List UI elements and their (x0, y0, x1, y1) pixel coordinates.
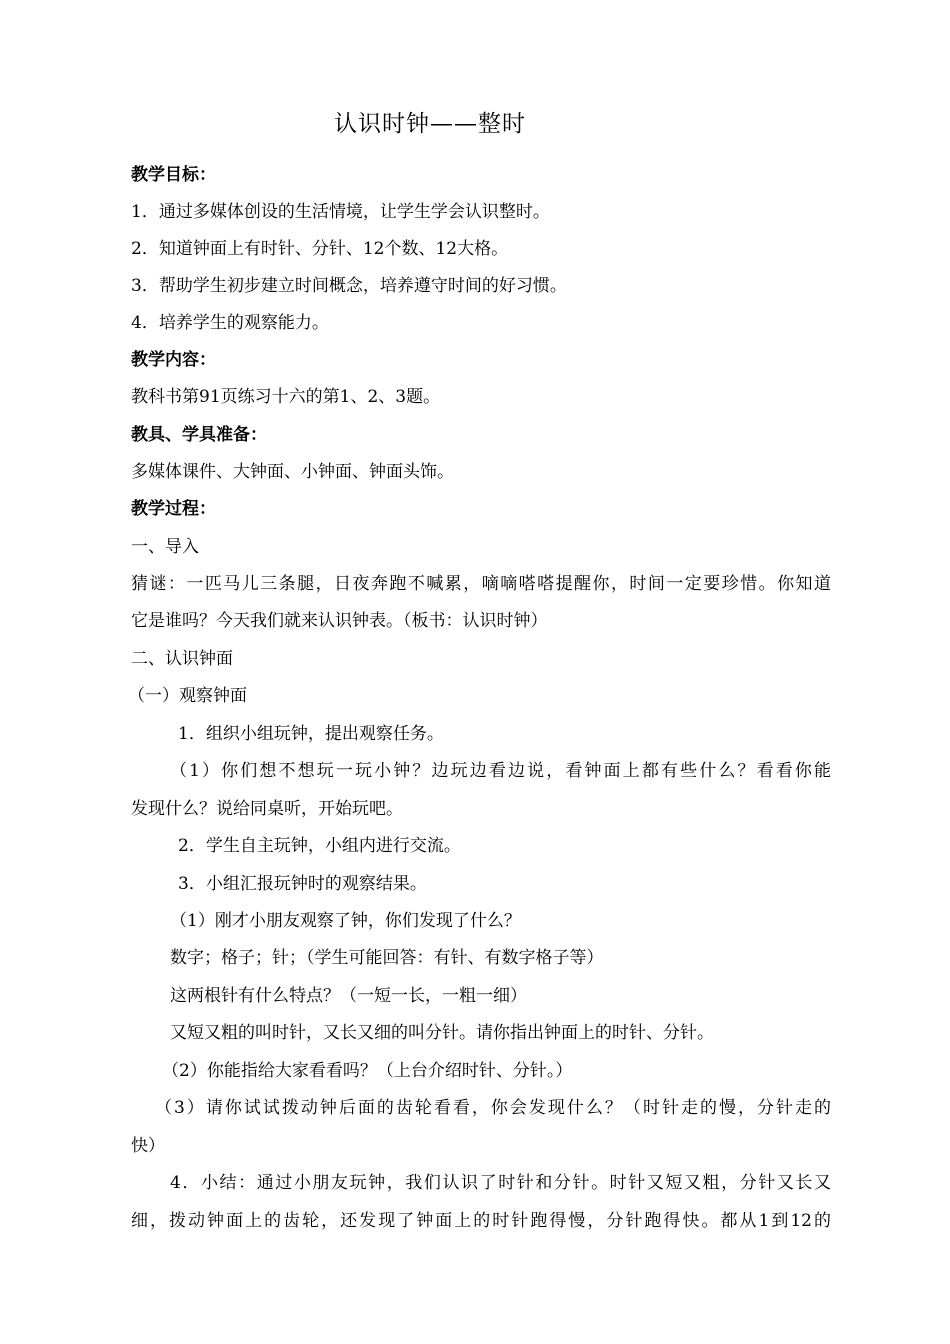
materials-text: 多媒体课件、大钟面、小钟面、钟面头饰。 (131, 462, 454, 482)
step-3-answer: 数字；格子；针；（学生可能回答：有针、有数字格子等） (170, 948, 604, 968)
step-3-point-question: （2）你能指给大家看看吗？（上台介绍时针、分针。） (162, 1061, 573, 1081)
heading-objectives: 教学目标： (131, 165, 216, 185)
section-clock-face: 二、认识钟面 (131, 649, 233, 669)
subsection-observe: （一）观察钟面 (128, 686, 247, 706)
step-2: 2．学生自主玩钟，小组内进行交流。 (178, 836, 461, 856)
objective-item-2: 2．知道钟面上有时针、分针、12个数、12大格。 (131, 239, 509, 259)
step-3-question: （1）刚才小朋友观察了钟，你们发现了什么？ (170, 911, 521, 931)
summary-line-2: 细，拨动钟面上的齿轮，还发现了钟面上的时针跑得慢，分针跑得快。都从1到12的 (131, 1211, 831, 1231)
objective-item-4: 4．培养学生的观察能力。 (131, 313, 329, 333)
page-title: 认识时钟——整时 (334, 111, 526, 137)
step-1-question-line-1: （1）你们想不想玩一玩小钟？边玩边看边说，看钟面上都有些什么？看看你能 (170, 761, 831, 781)
objective-item-1: 1．通过多媒体创设的生活情境，让学生学会认识整时。 (131, 202, 550, 222)
step-3-gear-question-line-1: （3）请你试试拨动钟后面的齿轮看看，你会发现什么？（时针走的慢，分针走的 (155, 1098, 831, 1118)
riddle-text-line-1: 猜谜：一匹马儿三条腿，日夜奔跑不喊累，嘀嘀嗒嗒提醒你，时间一定要珍惜。你知道 (131, 574, 831, 594)
heading-materials: 教具、学具准备： (131, 425, 267, 445)
objective-item-3: 3．帮助学生初步建立时间概念，培养遵守时间的好习惯。 (131, 276, 567, 296)
content-text: 教科书第91页练习十六的第1、2、3题。 (131, 387, 441, 407)
step-3-features: 这两根针有什么特点？（一短一长，一粗一细） (170, 986, 527, 1006)
heading-process: 教学过程： (131, 499, 216, 519)
section-intro: 一、导入 (131, 537, 199, 557)
summary-line-1: 4．小结：通过小朋友玩钟，我们认识了时针和分针。时针又短又粗，分针又长又 (170, 1173, 831, 1193)
step-3-hands-explanation: 又短又粗的叫时针，又长又细的叫分针。请你指出钟面上的时针、分针。 (170, 1023, 714, 1043)
step-1: 1．组织小组玩钟，提出观察任务。 (178, 724, 444, 744)
step-3-gear-question-line-2: 快） (131, 1136, 165, 1156)
heading-content: 教学内容： (131, 350, 216, 370)
riddle-text-line-2: 它是谁吗？今天我们就来认识钟表。（板书：认识时钟） (131, 611, 548, 631)
step-1-question-line-2: 发现什么？说给同桌听，开始玩吧。 (131, 799, 403, 819)
step-3: 3．小组汇报玩钟时的观察结果。 (178, 874, 427, 894)
